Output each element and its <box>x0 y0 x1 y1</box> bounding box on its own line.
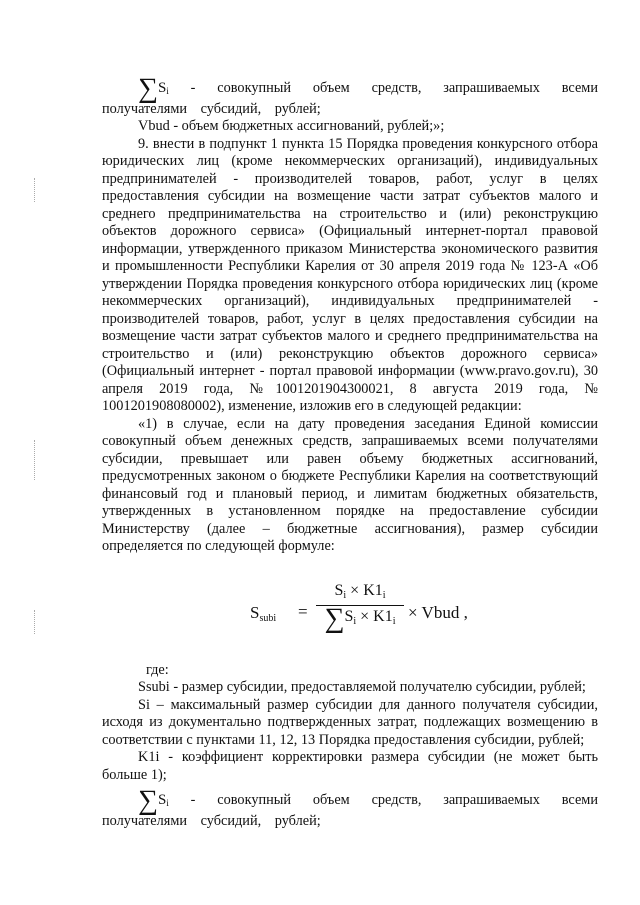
k1i-definition: K1i - коэффициент корректировки размера субсидии (не может быть больше 1); <box>102 749 598 783</box>
vbud-definition: Vbud - объем бюджетных ассигнований, рублей;»; <box>138 118 445 134</box>
formula-lhs: $S_{subi}$ <box>250 602 277 624</box>
margin-mark <box>34 178 39 202</box>
sum-symbol: S <box>157 80 167 96</box>
sum-subscript: i <box>166 86 169 96</box>
subsidy-formula <box>102 570 598 660</box>
sum-sign: ∑ <box>138 73 158 104</box>
formula-equals: = <box>298 601 308 621</box>
si-definition: Si – максимальный размер субсидии для данного получателя субсидии, исходя из документально подтвержденных затрат, подлежащих возмещению в соответствии с пунктами 11, 12, 13 Порядка предоставления субсидии, рублей; <box>102 696 598 748</box>
formula-denominator: $\sum S_i \times K1_i$ <box>324 602 396 634</box>
sum-symbol: S <box>157 792 167 808</box>
where-label: где: <box>146 661 169 678</box>
sum-definition-text: - совокупный объем средств, запрашиваемых всеми получателями субсидий, рублей; <box>102 792 598 829</box>
sum-definition-text: - совокупный объем средств, запрашиваемых всеми получателями субсидий, рублей; <box>102 80 598 117</box>
sum-sign: ∑ <box>138 785 158 816</box>
ssubi-definition: Ssubi - размер субсидии, предоставляемой получателю субсидии, рублей; <box>138 679 586 695</box>
sum-subscript: i <box>166 798 169 808</box>
document-body <box>102 73 598 830</box>
sum-definition-bottom <box>102 785 598 830</box>
formula-fraction <box>316 581 404 634</box>
sum-definition-top <box>102 73 598 118</box>
clause-1-quote: «1) в случае, если на дату проведения заседания Единой комиссии совокупный объем денежных средств, запрашиваемых всеми получателями субсидии, превышает или равен объему бюджетных ассигнований, предусмотренных законом о бюджете Республики Карелия на соответствующий финансовый год и плановый период, и лимитам бюджетных обязательств, утвержденных в установленном порядке на предоставление субсидии Министерству (далее – бюджетные ассигнования), размер субсидии определяется по следующей формуле: <box>102 415 598 554</box>
margin-mark <box>34 440 39 480</box>
formula-vbud: × Vbud , <box>408 602 468 622</box>
clause-9: 9. внести в подпункт 1 пункта 15 Порядка проведения конкурсного отбора юридических лиц (кроме некоммерческих организаций), индивидуальных предпринимателей - производителей товаров, работ, услуг в целях предоставления субсидии на возмещение части затрат субъектов малого и среднего предпринимательства на строительство и (или) реконструкцию объектов дорожного сервиса» (Официальный интернет-портал правовой информации, утвержденного приказом Министерства экономического развития и промышленности Республики Карелия от 30 апреля 2019 года № 123-А «Об утверждении Порядка проведения конкурсного отбора юридических лиц (кроме некоммерческих организаций), индивидуальных предпринимателей - производителей товаров, работ, услуг в целях предоставления субсидии на возмещение части затрат субъектов малого и среднего предпринимательства на строительство и (или) реконструкцию объектов дорожного сервиса» (Официальный интернет - портал правовой информации (www.pravo.gov.ru), 30 апреля 2019 года, №1001201904300021, 8 августа 2019 года, № 1001201908080002), изменение, изложив его в следующей редакции: <box>102 135 598 414</box>
formula-numerator: $S_i \times K1_i$ <box>334 581 386 601</box>
margin-mark <box>34 610 39 634</box>
